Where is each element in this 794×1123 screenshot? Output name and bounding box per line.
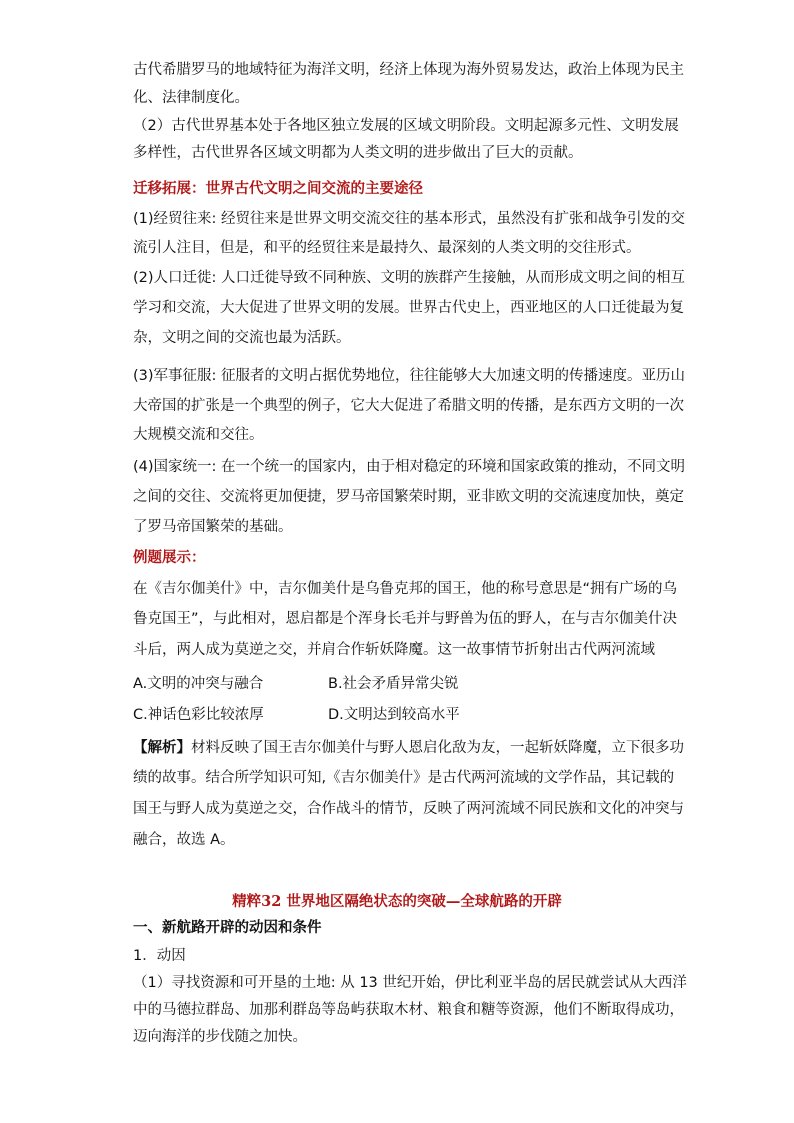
section-body-line-3: 迈向海洋的步伐随之加快。 (133, 1029, 307, 1045)
extension-p2-line-1: (2)人口迁徙: 人口迁徙导致不同种族、文明的族群产生接触，从而形成文明之间的相互 (133, 270, 686, 286)
analysis-line-3: 国王与野人成为莫逆之交，合作战斗的情节，反映了两河流域不同民族和文化的冲突与 (133, 801, 684, 817)
example-heading: 例题展示： (133, 550, 206, 566)
option-b: B.社会矛盾异常尖锐 (328, 676, 459, 692)
extension-p1-line-1: (1)经贸往来: 经贸往来是世界文明交流交往的基本形式，虽然没有扩张和战争引发的交 (133, 211, 686, 227)
option-c: C.神话色彩比较浓厚 (133, 707, 264, 723)
extension-heading: 迁移拓展：世界古代文明之间交流的主要途径 (133, 181, 423, 197)
analysis-line-1 (133, 738, 684, 758)
extension-p2-line-3: 杂，文明之间的交流也最为活跃。 (133, 330, 351, 346)
intro-line-1: 古代希腊罗马的地域特征为海洋文明，经济上体现为海外贸易发达，政治上体现为民主 (133, 62, 684, 78)
intro-line-3: （2）古代世界基本处于各地区独立发展的区域文明阶段。文明起源多元性、文明发展 (133, 118, 679, 134)
analysis-line-2: 绩的故事。结合所学知识可知,《吉尔伽美什》是古代两河流域的文学作品，其记载的 (133, 770, 675, 786)
extension-p3-line-2: 大帝国的扩张是一个典型的例子，它大大促进了希腊文明的传播，是东西方文明的一次 (133, 398, 684, 414)
analysis-text-1: 材料反映了国王吉尔伽美什与野人恩启化敌为友，一起斩妖降魔，立下很多功 (191, 740, 684, 756)
question-line-1: 在《吉尔伽美什》中，吉尔伽美什是乌鲁克邦的国王，他的称号意思是“拥有广场的乌 (133, 581, 678, 597)
section-title: 精粹32 世界地区隔绝状态的突破—全球航路的开辟 (232, 893, 562, 910)
section-body-line-2: 中的马德拉群岛、加那利群岛等岛屿获取木材、粮食和糖等资源，他们不断取得成功， (133, 1002, 684, 1018)
extension-p2-line-2: 学习和交流，大大促进了世界文明的发展。世界古代史上，西亚地区的人口迁徙最为复 (133, 300, 684, 316)
extension-p4-line-2: 之间的交往、交流将更加便捷，罗马帝国繁荣时期，亚非欧文明的交流速度加快，奠定 (133, 489, 684, 505)
extension-p3-line-1: (3)军事征服: 征服者的文明占据优势地位，往往能够大大加速文明的传播速度。亚历山 (133, 368, 686, 384)
intro-line-4: 多样性，古代世界各区域文明都为人类文明的进步做出了巨大的贡献。 (133, 145, 583, 161)
extension-p1-line-2: 流引人注目，但是，和平的经贸往来是最持久、最深刻的人类文明的交往形式。 (133, 240, 641, 256)
extension-p3-line-3: 大规模交流和交往。 (133, 427, 264, 443)
section-heading-2: 1．动因 (133, 948, 186, 964)
analysis-line-4: 融合，故选 A。 (133, 832, 235, 848)
question-line-3: 斗后，两人成为莫逆之交，并肩合作斩妖降魔。这一故事情节折射出古代两河流域 (133, 642, 655, 658)
intro-line-2: 化、法律制度化。 (133, 90, 249, 106)
question-line-2: 鲁克国王”，与此相对，恩启都是个浑身长毛并与野兽为伍的野人，在与吉尔伽美什决 (133, 611, 678, 627)
section-body-line-1: （1）寻找资源和可开垦的土地: 从 13 世纪开始，伊比利亚半岛的居民就尝试从大西洋 (133, 975, 687, 991)
option-d: D.文明达到较高水平 (328, 707, 460, 723)
option-a: A.文明的冲突与融合 (133, 676, 264, 692)
extension-p4-line-1: (4)国家统一: 在一个统一的国家内，由于相对稳定的环境和国家政策的推动，不同文明 (133, 459, 686, 475)
extension-p4-line-3: 了罗马帝国繁荣的基础。 (133, 519, 293, 535)
section-heading-1: 一、新航路开辟的动因和条件 (133, 919, 322, 936)
analysis-label: 【解析】 (133, 740, 191, 756)
